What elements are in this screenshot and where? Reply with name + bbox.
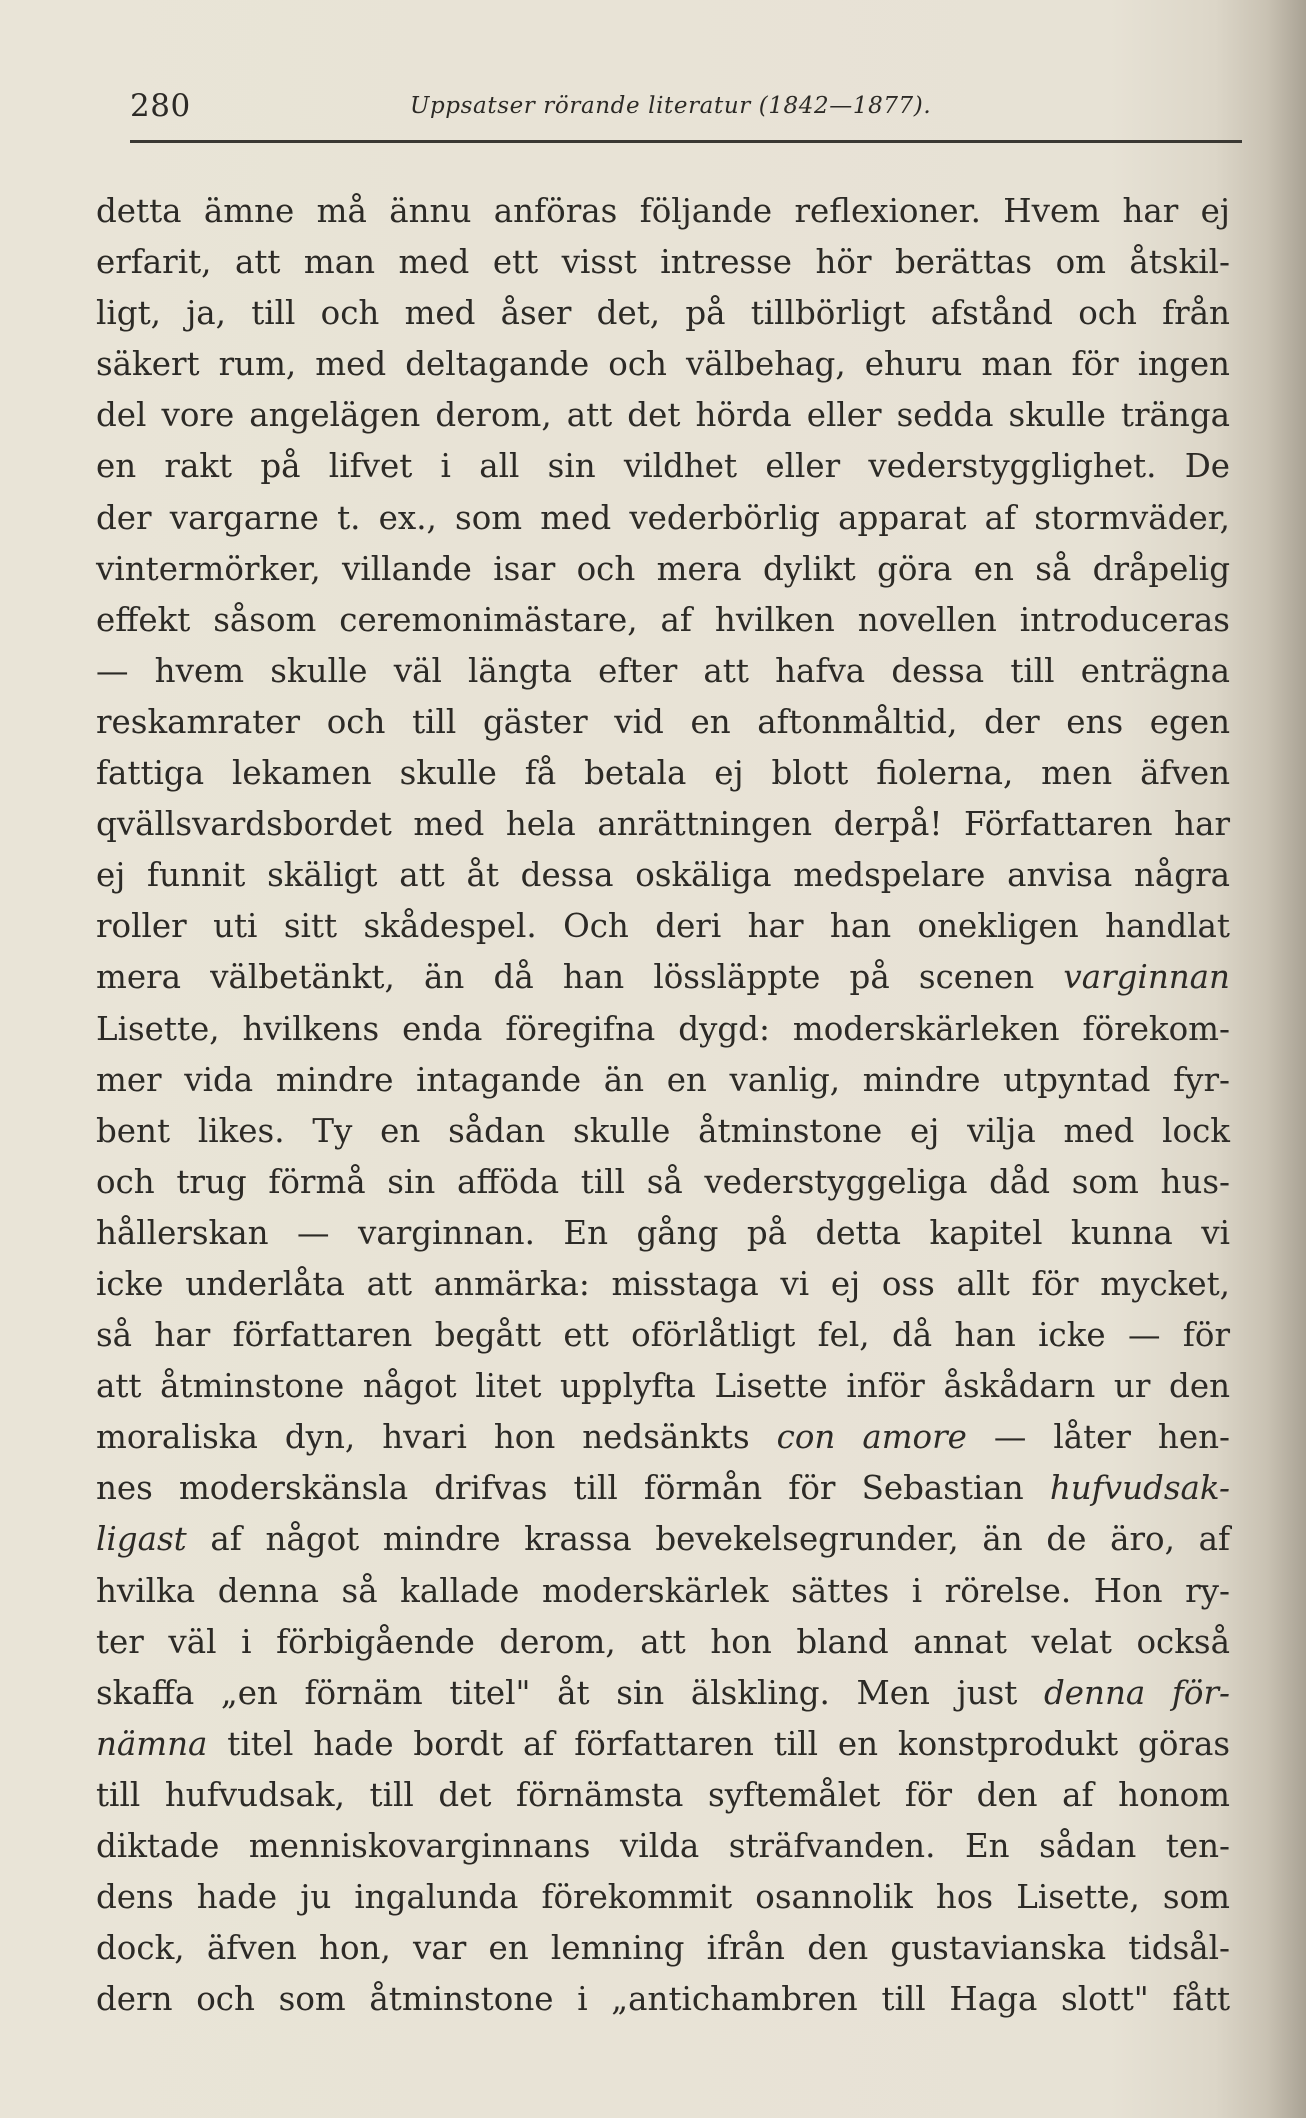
text-line [96, 1208, 1230, 1259]
italic-text: hufvudsak- [1049, 1469, 1230, 1508]
text-segment: moraliska dyn, hvari hon nedsänkts [96, 1418, 777, 1457]
text-line [96, 1770, 1230, 1821]
text-segment: ter väl i förbigående derom, att hon bland annat velat också [96, 1622, 1230, 1661]
text-segment: roller uti sitt skådespel. Och deri har han onekligen handlat [96, 907, 1230, 946]
text-segment: der vargarne t. ex., som med vederbörlig apparat af stormväder, [96, 498, 1230, 537]
text-line [96, 646, 1230, 697]
text-line [96, 697, 1230, 748]
text-line [96, 1566, 1230, 1617]
text-segment: reskamrater och till gäster vid en aftonmåltid, der ens egen [96, 702, 1230, 741]
text-segment: titel hade bordt af författaren till en konstprodukt göras [207, 1724, 1230, 1763]
text-segment: hållerskan — varginnan. En gång på detta kapitel kunna vi [96, 1213, 1230, 1252]
text-line [96, 1668, 1230, 1719]
text-segment: — låter hen- [966, 1418, 1231, 1457]
text-line [96, 901, 1230, 952]
text-line [96, 186, 1230, 237]
text-line [96, 748, 1230, 799]
header-rule [130, 140, 1242, 143]
text-segment: Lisette, hvilkens enda föregifna dygd: moderskärleken förekom- [96, 1009, 1230, 1048]
text-line [96, 237, 1230, 288]
italic-text: nämna [96, 1724, 208, 1763]
text-segment: mera välbetänkt, än då han lössläppte på scenen [96, 958, 1064, 997]
text-line [96, 1361, 1230, 1412]
text-segment: så har författaren begått ett oförlåtligt fel, då han icke — för [96, 1316, 1230, 1355]
text-line [96, 390, 1230, 441]
italic-text: ligast [96, 1520, 187, 1559]
text-segment: en rakt på lifvet i all sin vildhet eller vederstygglighet. De [96, 447, 1230, 486]
page-number: 280 [130, 88, 191, 124]
running-head: Uppsatser rörande literatur (1842—1877). [410, 93, 932, 119]
text-line [96, 1055, 1230, 1106]
text-segment: och trug förmå sin afföda till så vederstyggeliga dåd som hus- [96, 1162, 1230, 1201]
text-segment: till hufvudsak, till det förnämsta syftemålet för den af honom [96, 1775, 1230, 1814]
text-segment: dens hade ju ingalunda förekommit osannolik hos Lisette, som [96, 1878, 1230, 1917]
italic-text: con amore [776, 1418, 967, 1457]
text-segment: skaffa „en förnäm titel" åt sin älskling. Men just [96, 1673, 1044, 1712]
text-segment: icke underlåta att anmärka: misstaga vi ej oss allt för mycket, [96, 1264, 1230, 1303]
text-segment: ligt, ja, till och med åser det, på tillbörligt afstånd och från [96, 294, 1230, 333]
text-line [96, 288, 1230, 339]
text-line [96, 1310, 1230, 1361]
text-line [96, 339, 1230, 390]
text-line [96, 1872, 1230, 1923]
text-segment: qvällsvardsbordet med hela anrättningen derpå! Författaren har [96, 805, 1230, 844]
text-line [96, 1821, 1230, 1872]
text-line [96, 1514, 1230, 1565]
text-line [96, 850, 1230, 901]
italic-text: denna för- [1043, 1673, 1230, 1712]
text-line [96, 952, 1230, 1003]
text-segment: effekt såsom ceremonimästare, af hvilken novellen introduceras [96, 600, 1230, 639]
text-line [96, 1106, 1230, 1157]
text-segment: erfarit, att man med ett visst intresse hör berättas om åtskil- [96, 243, 1230, 282]
text-line [96, 1463, 1230, 1514]
text-segment: del vore angelägen derom, att det hörda eller sedda skulle tränga [96, 396, 1230, 435]
text-segment: dern och som åtminstone i „antichambren till Haga slott" fått [96, 1980, 1230, 2019]
text-line [96, 1974, 1230, 2025]
text-segment: att åtminstone något litet upplyfta Lisette inför åskådarn ur den [96, 1367, 1230, 1406]
text-segment: — hvem skulle väl längta efter att hafva dessa till enträgna [96, 651, 1230, 690]
text-segment: hvilka denna så kallade moderskärlek sättes i rörelse. Hon ry- [96, 1571, 1230, 1610]
italic-text: varginnan [1063, 958, 1230, 997]
text-segment: ej funnit skäligt att åt dessa oskäliga medspelare anvisa några [96, 856, 1230, 895]
text-segment: detta ämne må ännu anföras följande reflexioner. Hvem har ej [96, 192, 1230, 230]
text-line [96, 544, 1230, 595]
text-line [96, 1157, 1230, 1208]
text-line [96, 799, 1230, 850]
text-segment: fattiga lekamen skulle få betala ej blott fiolerna, men äfven [96, 754, 1230, 793]
text-segment: diktade menniskovarginnans vilda sträfvanden. En sådan ten- [96, 1827, 1230, 1865]
text-segment: mer vida mindre intagande än en vanlig, mindre utpyntad fyr- [96, 1060, 1230, 1099]
text-line [96, 1719, 1230, 1770]
text-line [96, 1259, 1230, 1310]
text-line [96, 1004, 1230, 1055]
page-header [130, 84, 1240, 128]
text-line [96, 1412, 1230, 1463]
text-line [96, 595, 1230, 646]
text-segment: af något mindre krassa bevekelsegrunder, än de äro, af [186, 1520, 1230, 1559]
text-segment: bent likes. Ty en sådan skulle åtminstone ej vilja med lock [96, 1111, 1230, 1150]
text-line [96, 1923, 1230, 1974]
text-line [96, 441, 1230, 492]
body-text [96, 186, 1230, 2025]
text-segment: dock, äfven hon, var en lemning ifrån den gustavianska tidsål- [96, 1929, 1230, 1968]
text-line [96, 1617, 1230, 1668]
text-segment: vintermörker, villande isar och mera dylikt göra en så dråpelig [96, 549, 1230, 588]
text-line [96, 493, 1230, 544]
text-segment: säkert rum, med deltagande och välbehag, ehuru man för ingen [96, 345, 1230, 384]
text-segment: nes moderskänsla drifvas till förmån för Sebastian [96, 1469, 1050, 1508]
